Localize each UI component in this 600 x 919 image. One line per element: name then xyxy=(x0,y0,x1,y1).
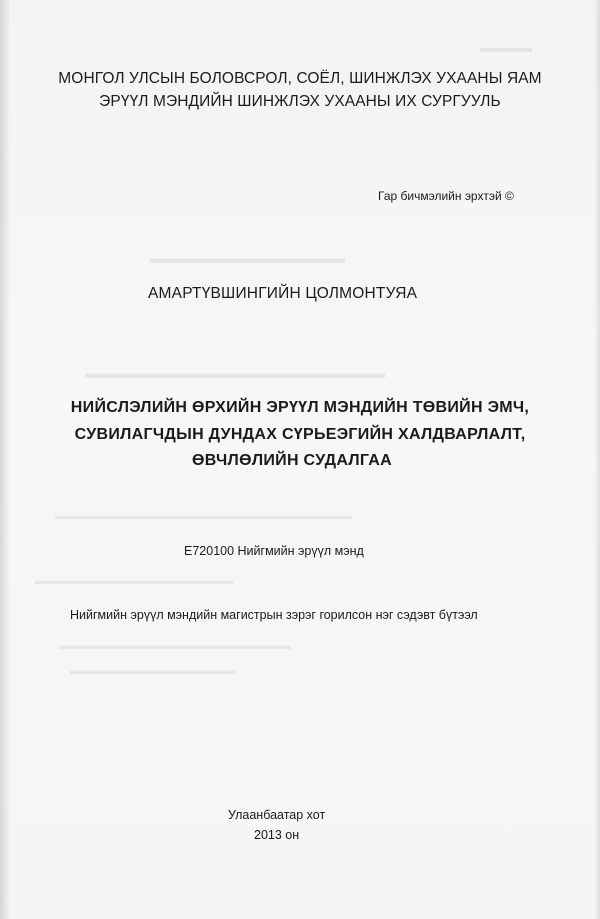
thesis-title-line-3: ӨВЧЛӨЛИЙН СУДАЛГАА xyxy=(192,452,392,469)
publication-year: 2013 он xyxy=(254,828,300,842)
university-name: ЭРҮҮЛ МЭНДИЙН ШИНЖЛЭХ УХААНЫ ИХ СУРГУУЛЬ xyxy=(99,93,501,110)
show-through-mark: ▬▬▬▬▬▬▬▬▬▬▬▬▬▬▬▬▬▬▬▬▬ xyxy=(60,640,291,652)
show-through-mark: ▬▬▬▬▬▬▬▬▬▬▬▬▬▬▬▬▬▬▬▬ xyxy=(85,365,385,382)
thesis-title-line-1: НИЙСЛЭЛИЙН ӨРХИЙН ЭРҮҮЛ МЭНДИЙН ТӨВИЙН ЭМЧ, xyxy=(70,399,530,416)
ministry-name: МОНГОЛ УЛСЫН БОЛОВСРОЛ, СОЁЛ, ШИНЖЛЭХ УХААНЫ ЯАМ xyxy=(58,70,542,87)
specialty-code: Е720100 Нийгмийн эрүүл мэнд xyxy=(184,544,364,558)
place-of-publication: Улаанбаатар хот xyxy=(228,808,326,822)
show-through-mark: ▬▬▬▬▬▬▬▬▬▬▬▬▬ xyxy=(150,250,345,267)
show-through-mark: ▬▬▬▬▬▬▬▬▬▬▬▬▬▬▬▬▬▬▬▬▬▬▬▬▬▬▬ xyxy=(55,510,352,522)
show-through-mark: ▬▬▬▬▬▬▬▬▬▬▬▬▬▬▬ xyxy=(70,665,235,677)
degree-statement: Нийгмийн эрүүл мэндийн магистрын зэрэг горилсон нэг сэдэвт бүтээл xyxy=(70,608,478,622)
page-edge-shadow-right xyxy=(594,0,600,919)
author-name: АМАРТҮВШИНГИЙН ЦОЛМОНТУЯА xyxy=(148,285,418,302)
thesis-title-line-2: СУВИЛАГЧДЫН ДУНДАХ СҮРЬЕЭГИЙН ХАЛДВАРЛАЛТ, xyxy=(74,426,526,443)
copyright-notice: Гар бичмэлийн эрхтэй © xyxy=(378,189,514,203)
show-through-mark: ▬▬▬▬ xyxy=(480,40,532,55)
show-through-mark: ▬▬▬▬▬▬▬▬▬▬▬▬▬▬▬▬▬▬ xyxy=(35,575,233,587)
